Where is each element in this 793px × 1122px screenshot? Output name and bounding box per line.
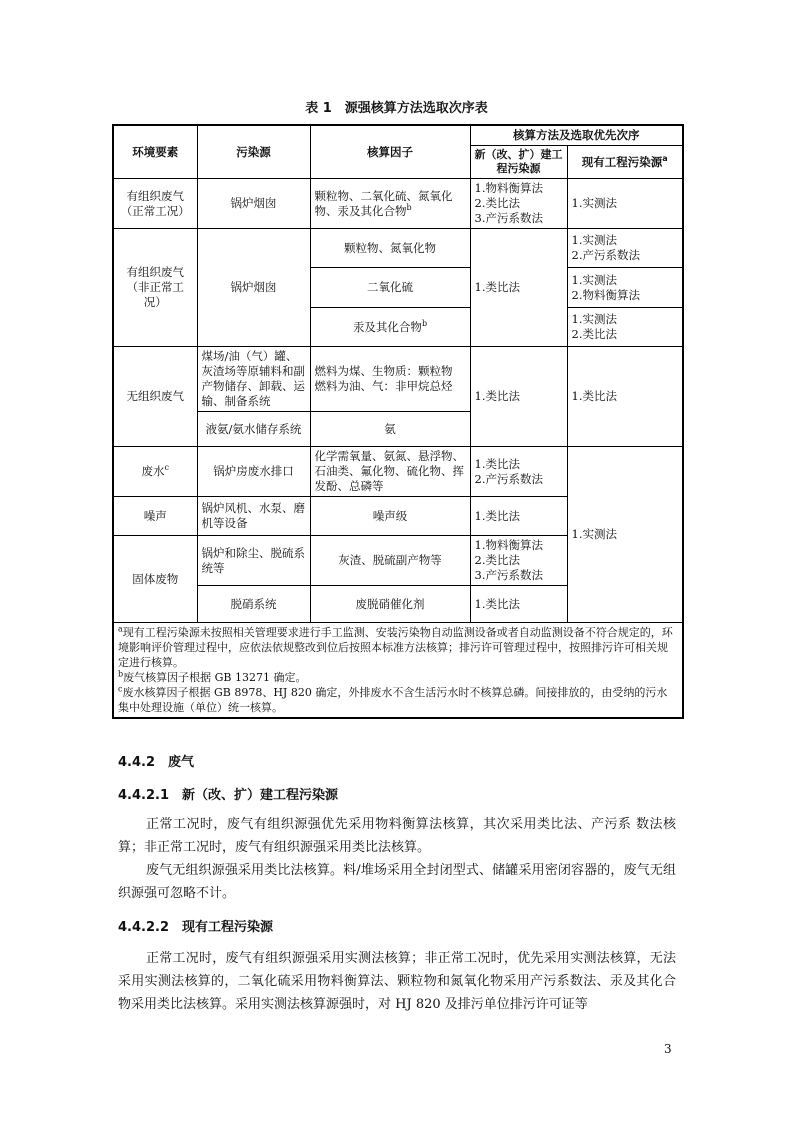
row3-new-method: 1.类比法	[470, 347, 567, 447]
table-caption: 表 1 源强核算方法选取次序表	[305, 101, 488, 116]
header-env: 环境要素	[113, 125, 197, 179]
row3-exist-method: 1.类比法	[567, 347, 683, 447]
row5-env: 噪声	[113, 497, 197, 536]
row2c-exist-method: 1.实测法 2.类比法	[567, 308, 683, 347]
row6-env: 固体废物	[113, 536, 197, 623]
row1-exist-method: 1.实测法	[567, 179, 683, 229]
row5-new-method: 1.类比法	[470, 497, 567, 536]
row2a-factor: 颗粒物、氮氧化物	[310, 229, 470, 268]
row6a-new-method: 1.物料衡算法 2.类比法 3.产污系数法	[470, 536, 567, 586]
footnote-b: $^b$废气核算因子根据 GB 13271 确定。	[118, 669, 307, 684]
table-footnotes	[113, 623, 683, 719]
section-4-4-2: 4.4.2 废气	[118, 755, 195, 770]
row6b-factor: 废脱硝催化剂	[310, 586, 470, 623]
row4-env: 废水$^c$	[113, 447, 197, 497]
row1-new-method: 1.物料衡算法 2.类比法 3.产污系数法	[470, 179, 567, 229]
header-factor: 核算因子	[310, 125, 470, 179]
paragraph-1: 正常工况时，废气有组织源强优先采用物料衡算法核算，其次采用类比法、产污系 数法核算；非正常工况时，废气有组织源强采用类比法核算。	[118, 817, 676, 855]
row6a-factor: 灰渣、脱硫副产物等	[310, 536, 470, 586]
row2b-factor: 二氧化硫	[310, 268, 470, 308]
row2-new-method: 1.类比法	[470, 229, 567, 347]
row3a-factor: 燃料为煤、生物质：颗粒物 燃料为油、气：非甲烷总烃	[310, 347, 470, 412]
footnote-c: $^c$废水核算因子根据 GB 8978、HJ 820 确定，外排废水不含生活污水时不核算总磷。间接排放的，由受纳的污水集中处理设施（单位）统一核算。	[118, 684, 668, 714]
method-selection-table	[112, 124, 684, 719]
row456-exist-method: 1.实测法	[567, 447, 683, 623]
row2b-exist-method: 1.实测法 2.物料衡算法	[567, 268, 683, 308]
row3b-source: 液氨/氨水储存系统	[197, 412, 310, 447]
paragraph-2: 废气无组织源强采用类比法核算。料/堆场采用全封闭型式、储罐采用密闭容器的，废气无组织源强可忽略不计。	[118, 863, 676, 901]
row4-source: 锅炉房废水排口	[197, 447, 310, 497]
row2c-factor: 汞及其化合物$^b$	[310, 308, 470, 347]
row3-env: 无组织废气	[113, 347, 197, 447]
row6a-source: 锅炉和除尘、脱硫系统等	[197, 536, 310, 586]
row1-env: 有组织废气（正常工况）	[113, 179, 197, 229]
header-new-source: 新（改、扩）建工程污染源	[470, 146, 567, 179]
row2a-exist-method: 1.实测法 2.产污系数法	[567, 229, 683, 268]
row2-env: 有组织废气（非正常工况）	[113, 229, 197, 347]
row4-factor: 化学需氧量、氨氮、悬浮物、石油类、氟化物、硫化物、挥发酚、总磷等	[310, 447, 470, 497]
row4-new-method: 1.类比法 2.产污系数法	[470, 447, 567, 497]
row6b-new-method: 1.类比法	[470, 586, 567, 623]
row2-source: 锅炉烟囱	[197, 229, 310, 347]
row1-source: 锅炉烟囱	[197, 179, 310, 229]
page-number: 3	[664, 1042, 672, 1056]
row3a-source: 煤场/油（气）罐、灰渣场等原辅料和副产物储存、卸载、运输、制备系统	[197, 347, 310, 412]
row6b-source: 脱硝系统	[197, 586, 310, 623]
row1-factor: 颗粒物、二氧化硫、氮氧化物、汞及其化合物$^b$	[310, 179, 470, 229]
header-existing-source: 现有工程污染源$^a$	[567, 146, 683, 179]
header-method: 核算方法及选取优先次序	[470, 125, 683, 146]
row5-source: 锅炉风机、水泵、磨机等设备	[197, 497, 310, 536]
header-source: 污染源	[197, 125, 310, 179]
section-4-4-2-1: 4.4.2.1 新（改、扩）建工程污染源	[118, 788, 338, 803]
section-4-4-2-2: 4.4.2.2 现有工程污染源	[118, 920, 273, 935]
row5-factor: 噪声级	[310, 497, 470, 536]
paragraph-3: 正常工况时，废气有组织源强采用实测法核算；非正常工况时，优先采用实测法核算，无法采用实测法核算的，二氧化硫采用物料衡算法、颗粒物和氮氧化物采用产污系数法、汞及其化合物采用类比法核算。采用实测法核算源强时，对 HJ 820 及排污单位排污许可证等	[118, 951, 676, 1012]
row3b-factor: 氨	[310, 412, 470, 447]
footnote-a: $^a$现有工程污染源未按照相关管理要求进行手工监测、安装污染物自动监测设备或者自动监测设备不符合规定的，环境影响评价管理过程中，应依法依规整改到位后按照本标准方法核算；排污许可管理过程中，按照排污许可相关规定进行核算。	[118, 624, 673, 669]
